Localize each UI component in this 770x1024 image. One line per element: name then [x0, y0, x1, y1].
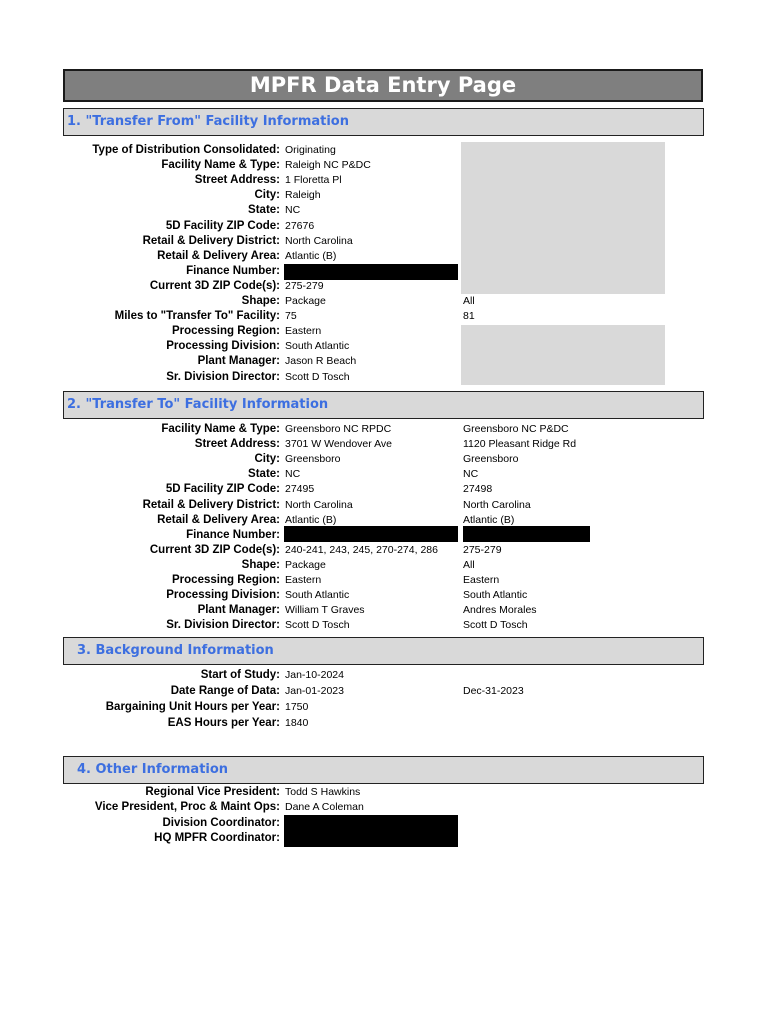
field-value: 275-279 — [285, 279, 324, 292]
field-row — [0, 294, 770, 309]
section-header-other — [63, 756, 704, 784]
field-label: Division Coordinator: — [162, 816, 280, 829]
field-value: Scott D Tosch — [285, 370, 350, 383]
field-row — [0, 558, 770, 573]
field-label: Plant Manager: — [197, 604, 280, 617]
field-value: North Carolina — [285, 234, 353, 247]
field-row — [0, 452, 770, 467]
field-value-secondary: 1120 Pleasant Ridge Rd — [463, 438, 577, 451]
field-label: HQ MPFR Coordinator: — [154, 831, 280, 844]
field-value: Raleigh — [285, 189, 321, 202]
field-label: State: — [248, 468, 280, 481]
field-row — [0, 234, 770, 249]
field-value-secondary: NC — [463, 468, 479, 481]
field-row — [0, 684, 770, 699]
field-label: Current 3D ZIP Code(s): — [149, 543, 280, 556]
field-row — [0, 831, 770, 846]
field-value: Package — [285, 295, 326, 307]
field-value: Raleigh NC P&DC — [285, 159, 371, 172]
field-label: 5D Facility ZIP Code: — [165, 483, 280, 496]
field-value: 3701 W Wendover Ave — [285, 438, 393, 451]
field-value: 27676 — [285, 219, 315, 232]
field-label: Shape: — [241, 295, 280, 307]
field-value: Originating — [285, 144, 336, 156]
field-value-secondary: Dec-31-2023 — [463, 685, 524, 697]
field-value: Atlantic (B) — [285, 513, 337, 526]
field-value-secondary: Greensboro NC P&DC — [463, 423, 569, 435]
field-value-secondary: Greensboro — [463, 453, 519, 466]
field-row — [0, 324, 770, 339]
field-label: Processing Division: — [166, 340, 280, 353]
field-label: State: — [248, 204, 280, 217]
field-row — [0, 588, 770, 603]
field-value: North Carolina — [285, 498, 353, 511]
field-row — [0, 173, 770, 188]
field-row — [0, 700, 770, 715]
field-row — [0, 339, 770, 354]
field-label: Processing Region: — [172, 325, 280, 338]
field-row — [0, 498, 770, 513]
field-row — [0, 467, 770, 482]
field-row — [0, 249, 770, 264]
field-value: Jan-10-2024 — [285, 669, 344, 681]
field-label: Sr. Division Director: — [166, 619, 280, 632]
field-row — [0, 785, 770, 800]
field-label: Miles to "Transfer To" Facility: — [114, 310, 280, 323]
field-label: Sr. Division Director: — [166, 370, 280, 383]
field-value: Jason R Beach — [285, 355, 357, 368]
field-value: Package — [285, 558, 326, 571]
field-label: Date Range of Data: — [170, 685, 280, 697]
field-value: Greensboro — [285, 453, 341, 466]
field-row — [0, 482, 770, 497]
field-value-secondary: 81 — [463, 310, 475, 323]
field-value: 75 — [285, 310, 297, 323]
field-row — [0, 716, 770, 731]
field-row — [0, 309, 770, 324]
section-title: 3. Background Information — [77, 643, 274, 658]
field-value-secondary: North Carolina — [463, 498, 531, 511]
field-value: 240-241, 243, 245, 270-274, 286 — [285, 543, 438, 556]
section-title: 4. Other Information — [77, 762, 229, 777]
field-row — [0, 528, 770, 543]
field-value: 1840 — [285, 717, 309, 729]
field-row — [0, 422, 770, 437]
field-label: EAS Hours per Year: — [167, 717, 280, 729]
field-value: 1750 — [285, 701, 309, 713]
field-value: Jan-01-2023 — [285, 685, 344, 697]
field-row — [0, 143, 770, 158]
field-value: NC — [285, 468, 301, 481]
field-value-secondary: Scott D Tosch — [463, 619, 528, 632]
field-label: Retail & Delivery Area: — [157, 513, 280, 526]
field-label: Processing Division: — [166, 589, 280, 602]
field-label: Start of Study: — [200, 669, 280, 681]
field-label: City: — [254, 189, 280, 202]
field-row — [0, 203, 770, 218]
field-row — [0, 603, 770, 618]
field-value: South Atlantic — [285, 589, 350, 602]
field-value: Dane A Coleman — [285, 801, 364, 814]
field-label: Type of Distribution Consolidated: — [92, 144, 280, 156]
field-value: NC — [285, 204, 301, 217]
field-label: Plant Manager: — [197, 355, 280, 368]
field-value-secondary: All — [463, 558, 475, 571]
field-row — [0, 513, 770, 528]
field-value-secondary: Eastern — [463, 574, 500, 586]
field-label: Facility Name & Type: — [161, 423, 280, 435]
field-label: Regional Vice President: — [145, 786, 280, 798]
field-row — [0, 279, 770, 294]
field-value: Todd S Hawkins — [285, 786, 361, 798]
field-label: Street Address: — [194, 438, 280, 451]
field-label: City: — [254, 453, 280, 466]
field-row — [0, 816, 770, 831]
field-row — [0, 573, 770, 588]
field-row — [0, 264, 770, 279]
field-row — [0, 618, 770, 633]
field-value-secondary: Atlantic (B) — [463, 513, 515, 526]
field-label: Facility Name & Type: — [161, 159, 280, 172]
field-row — [0, 158, 770, 173]
field-value: 1 Floretta Pl — [285, 174, 342, 187]
field-value-secondary: 275-279 — [463, 543, 502, 556]
field-row — [0, 354, 770, 369]
field-label: Current 3D ZIP Code(s): — [149, 279, 280, 292]
field-label: Retail & Delivery District: — [142, 234, 280, 247]
field-row — [0, 668, 770, 683]
field-row — [0, 188, 770, 203]
field-value: Eastern — [285, 574, 322, 586]
field-label: Shape: — [241, 558, 280, 571]
field-row — [0, 800, 770, 815]
field-label: Finance Number: — [186, 264, 280, 277]
field-row — [0, 543, 770, 558]
field-label: Processing Region: — [172, 574, 280, 586]
field-label: 5D Facility ZIP Code: — [165, 219, 280, 232]
field-value: 27495 — [285, 483, 315, 496]
field-label: Vice President, Proc & Maint Ops: — [94, 801, 280, 814]
section-header-background — [63, 637, 704, 665]
field-value-secondary: South Atlantic — [463, 589, 528, 602]
field-row — [0, 437, 770, 452]
field-value-secondary: Andres Morales — [463, 604, 537, 617]
field-value: Scott D Tosch — [285, 619, 350, 632]
section-title: 2. "Transfer To" Facility Information — [67, 397, 329, 412]
field-label: Street Address: — [194, 174, 280, 187]
section-header-transfer-from — [63, 108, 704, 136]
field-row — [0, 219, 770, 234]
field-value-secondary: 27498 — [463, 483, 493, 496]
field-label: Finance Number: — [186, 528, 280, 541]
field-value: Greensboro NC RPDC — [285, 423, 392, 435]
field-label: Retail & Delivery Area: — [157, 249, 280, 262]
field-label: Retail & Delivery District: — [142, 498, 280, 511]
section-title: 1. "Transfer From" Facility Information — [67, 114, 349, 129]
field-value: William T Graves — [285, 604, 365, 617]
field-row — [0, 370, 770, 385]
field-label: Bargaining Unit Hours per Year: — [105, 701, 280, 713]
field-value: Eastern — [285, 325, 322, 338]
field-value: Atlantic (B) — [285, 249, 337, 262]
field-value: South Atlantic — [285, 340, 350, 353]
field-value-secondary: All — [463, 295, 475, 307]
section-header-transfer-to — [63, 391, 704, 419]
page-title: MPFR Data Entry Page — [63, 69, 703, 102]
